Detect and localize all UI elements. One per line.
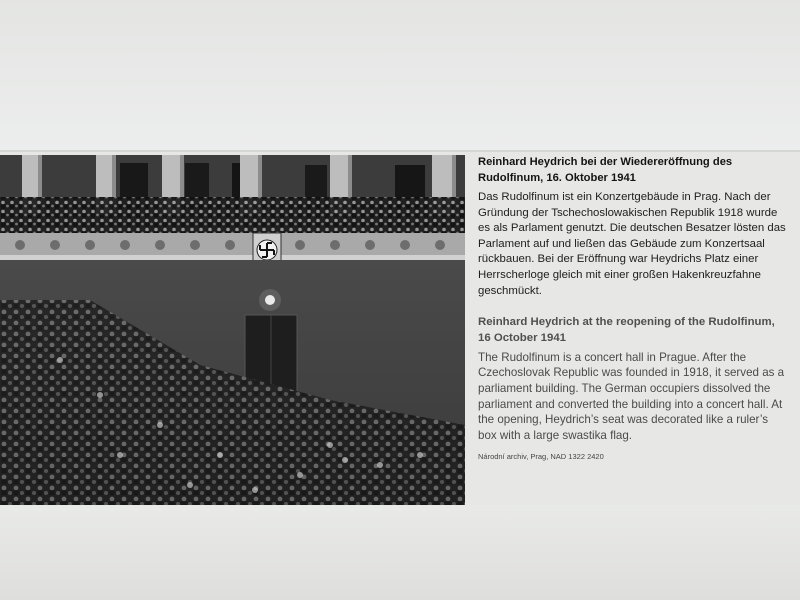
wall-upper — [0, 0, 800, 150]
caption-title-english: Reinhard Heydrich at the reopening of the Rudolfinum, 16 October 1941 — [478, 316, 775, 344]
caption-panel — [478, 155, 788, 461]
wall-lower — [0, 505, 800, 600]
caption-title-german: Reinhard Heydrich bei der Wiedereröffnung des Rudolfinum, 16. Oktober 1941 — [478, 156, 733, 184]
caption-body-english: The Rudolfinum is a concert hall in Prague. After the Czechoslovak Republic was founded in 1918, it served as a parliament building. The German occupiers dissolved the parliament and converted the building into a concert hall. At the opening, Heydrich’s seat was decorated like a ruler’s box with a large swastika flag. — [478, 350, 785, 442]
concert-hall-photo — [0, 155, 465, 505]
photo-credit: Národní archiv, Prag, NAD 1322 2420 — [478, 452, 604, 462]
caption-body-german: Das Rudolfinum ist ein Konzertgebäude in Prag. Nach der Gründung der Tschechoslowakischen Republik 1918 wurde es als Parlament genutzt. Die deutschen Besatzer lösten das Parlament auf und ließen das Gebäude zum Konzertsaal rückbauen. Bei der Eröffnung war Heydrichs Platz einer Herrscherloge gleich mit einer großen Hakenkreuzfahne geschmückt. — [478, 191, 786, 297]
archival-photograph — [0, 155, 465, 505]
panel-edge — [0, 150, 800, 152]
